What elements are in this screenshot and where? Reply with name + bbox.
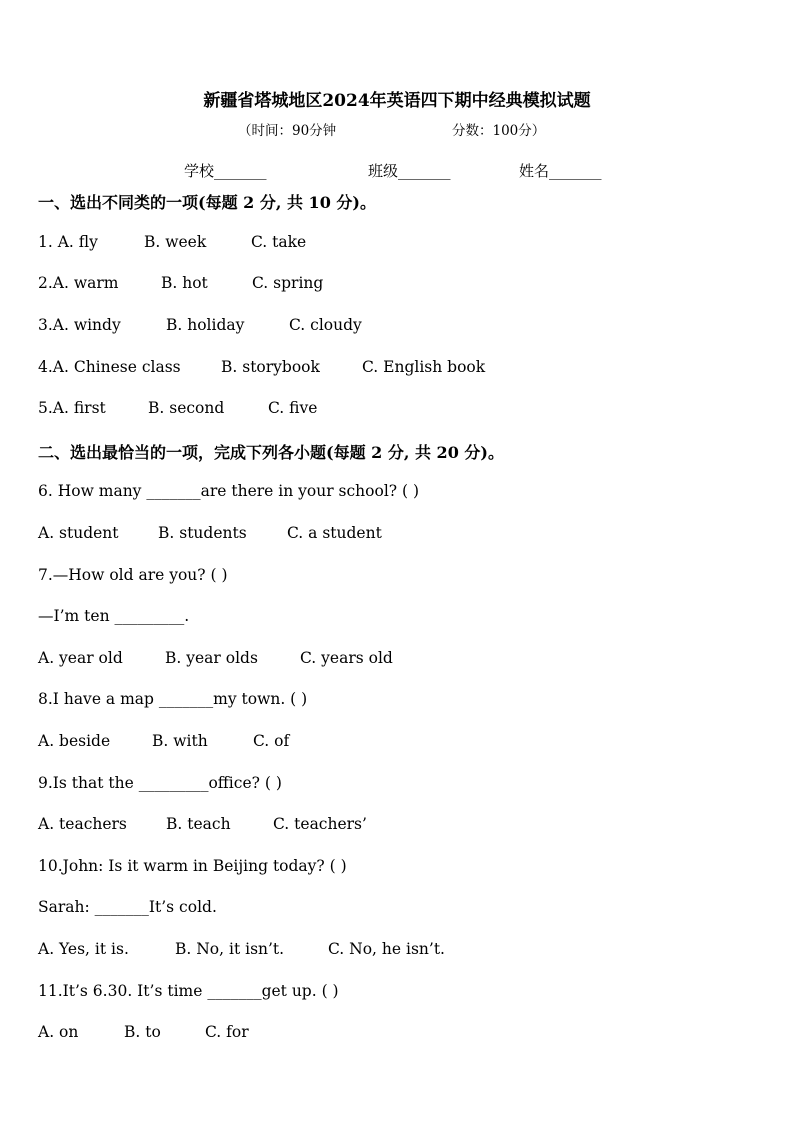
option-c: C. cloudy (289, 316, 362, 334)
option-c: C. years old (300, 649, 393, 667)
question-7-reply: —I’m ten _________. (38, 607, 190, 625)
option-c: C. teachers’ (273, 815, 367, 833)
exam-time: （时间：90分钟 (238, 123, 337, 139)
question-6-options (38, 524, 382, 542)
question-5 (38, 399, 317, 417)
page-title: 新疆省塔城地区2024年英语四下期中经典模拟试题 (203, 91, 591, 111)
question-11: 11.It’s 6.30. It’s time _______get up. ( ) (38, 982, 339, 1000)
question-8: 8.I have a map _______my town. ( ) (38, 690, 308, 708)
option-c: C. No, he isn’t. (328, 940, 445, 958)
question-2 (38, 274, 323, 292)
section-2-heading: 二、选出最恰当的一项，完成下列各小题(每题 2 分, 共 20 分)。 (38, 443, 504, 462)
question-1 (38, 233, 306, 251)
option-a: 4.A. Chinese class (38, 358, 181, 376)
option-a: A. year old (38, 649, 123, 667)
class-field: 班级_______ (368, 162, 451, 180)
option-a: A. Yes, it is. (38, 940, 129, 958)
option-b: B. to (124, 1023, 161, 1041)
option-a: A. on (38, 1023, 79, 1041)
option-a: 2.A. warm (38, 274, 119, 292)
option-b: B. No, it isn’t. (175, 940, 285, 958)
option-b: B. year olds (165, 649, 258, 667)
option-b: B. with (152, 732, 208, 750)
option-b: B. holiday (166, 316, 245, 334)
question-10-reply: Sarah: _______It’s cold. (38, 898, 217, 916)
question-10: 10.John: Is it warm in Beijing today? ( ) (38, 857, 347, 875)
option-b: B. students (158, 524, 247, 542)
option-a: 3.A. windy (38, 316, 121, 334)
exam-score: 分数：100分） (452, 123, 546, 139)
option-b: B. week (144, 233, 207, 251)
option-a: 5.A. first (38, 399, 106, 417)
question-7: 7.—How old are you? ( ) (38, 566, 228, 584)
option-a: 1. A. fly (38, 233, 98, 251)
option-c: C. spring (252, 274, 324, 292)
question-4 (38, 358, 485, 376)
question-9: 9.Is that the _________office? ( ) (38, 774, 282, 792)
name-field: 姓名_______ (519, 162, 602, 180)
question-3 (38, 316, 362, 334)
option-b: B. hot (161, 274, 208, 292)
option-b: B. teach (166, 815, 231, 833)
question-7-options (38, 649, 393, 667)
question-10-options (38, 940, 445, 958)
question-8-options (38, 732, 289, 750)
question-11-options (38, 1023, 249, 1041)
option-a: A. student (38, 524, 119, 542)
option-b: B. second (148, 399, 225, 417)
option-c: C. of (253, 732, 290, 750)
question-6: 6. How many _______are there in your school? ( ) (38, 482, 420, 500)
section-1-heading: 一、选出不同类的一项(每题 2 分, 共 10 分)。 (38, 193, 376, 212)
option-b: B. storybook (221, 358, 320, 376)
option-c: C. English book (362, 358, 486, 376)
question-9-options (38, 815, 367, 833)
option-c: C. take (251, 233, 307, 251)
option-c: C. five (268, 399, 318, 417)
option-a: A. beside (38, 732, 111, 750)
option-c: C. a student (287, 524, 382, 542)
school-field: 学校_______ (184, 162, 267, 180)
option-a: A. teachers (38, 815, 127, 833)
option-c: C. for (205, 1023, 249, 1041)
